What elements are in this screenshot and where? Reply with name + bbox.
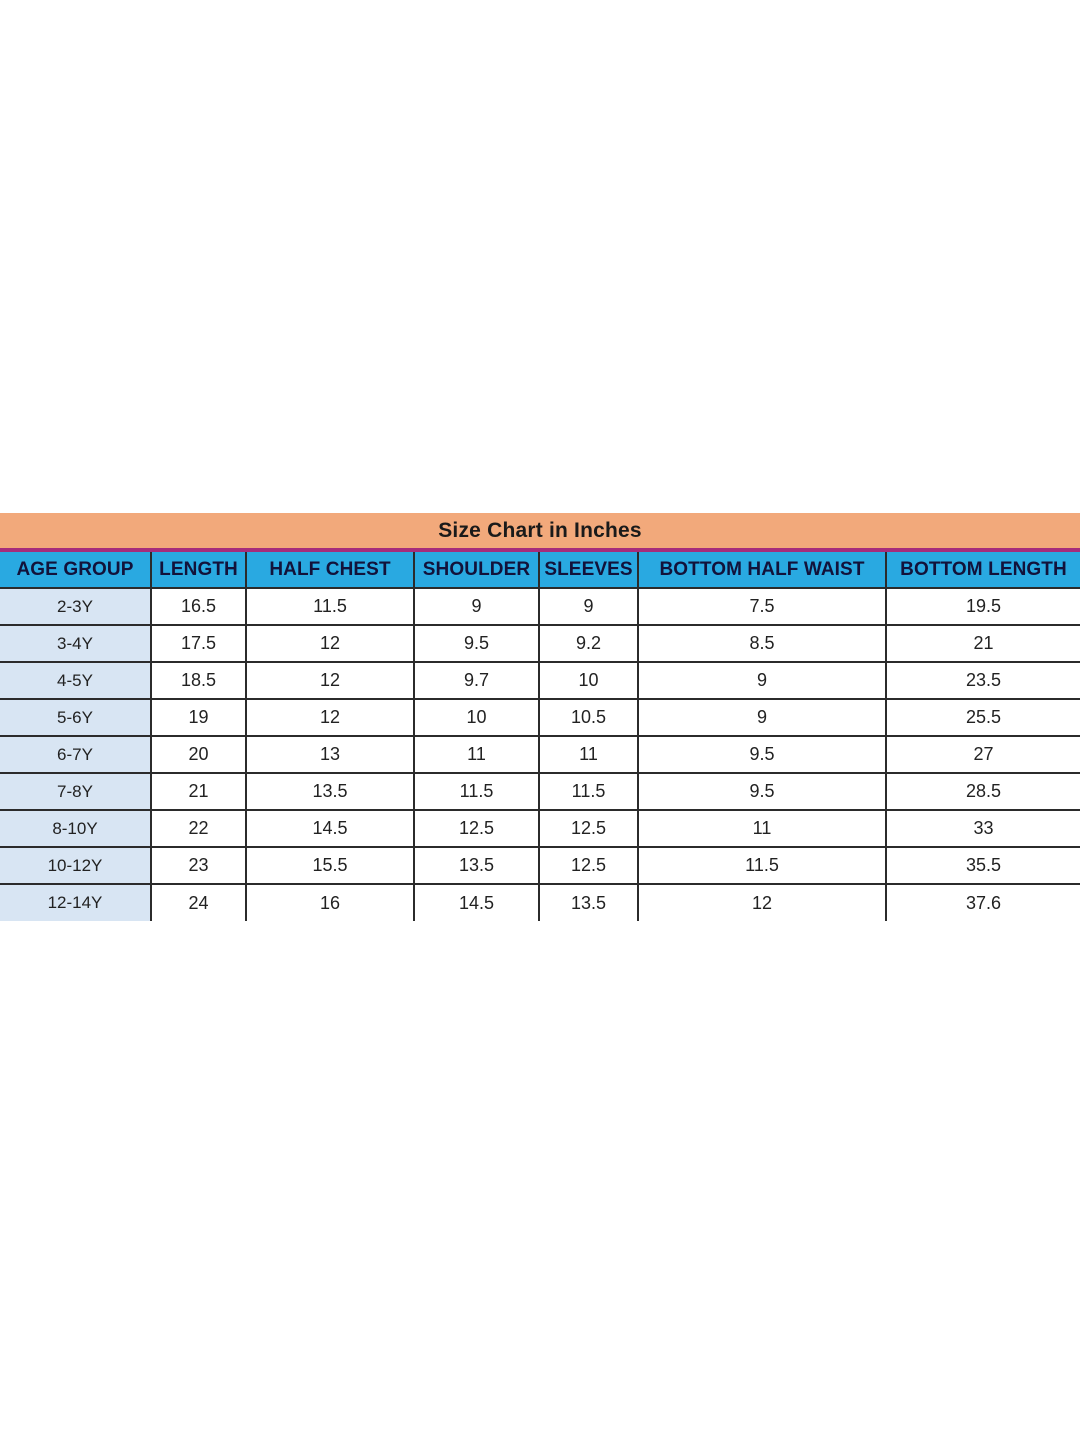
- cell-value: 9.5: [638, 773, 886, 810]
- cell-value: 12: [638, 884, 886, 921]
- cell-value: 11: [638, 810, 886, 847]
- row-label: 7-8Y: [0, 773, 151, 810]
- cell-value: 14.5: [414, 884, 539, 921]
- column-header: SLEEVES: [539, 552, 638, 588]
- cell-value: 10: [539, 662, 638, 699]
- row-label: 12-14Y: [0, 884, 151, 921]
- cell-value: 19.5: [886, 588, 1080, 625]
- cell-value: 9: [638, 662, 886, 699]
- cell-value: 18.5: [151, 662, 246, 699]
- cell-value: 21: [151, 773, 246, 810]
- cell-value: 13.5: [414, 847, 539, 884]
- cell-value: 11.5: [539, 773, 638, 810]
- cell-value: 16.5: [151, 588, 246, 625]
- cell-value: 12: [246, 625, 414, 662]
- cell-value: 24: [151, 884, 246, 921]
- table-row: [0, 773, 1080, 810]
- row-label: 5-6Y: [0, 699, 151, 736]
- cell-value: 19: [151, 699, 246, 736]
- cell-value: 12.5: [539, 810, 638, 847]
- cell-value: 11.5: [246, 588, 414, 625]
- cell-value: 35.5: [886, 847, 1080, 884]
- cell-value: 22: [151, 810, 246, 847]
- column-header: BOTTOM HALF WAIST: [638, 552, 886, 588]
- cell-value: 11: [414, 736, 539, 773]
- column-header: SHOULDER: [414, 552, 539, 588]
- row-label: 8-10Y: [0, 810, 151, 847]
- size-table: [0, 552, 1080, 921]
- table-row: [0, 588, 1080, 625]
- cell-value: 9.2: [539, 625, 638, 662]
- cell-value: 37.6: [886, 884, 1080, 921]
- cell-value: 9.5: [638, 736, 886, 773]
- column-header: HALF CHEST: [246, 552, 414, 588]
- cell-value: 21: [886, 625, 1080, 662]
- cell-value: 14.5: [246, 810, 414, 847]
- cell-value: 23.5: [886, 662, 1080, 699]
- cell-value: 13.5: [246, 773, 414, 810]
- cell-value: 12: [246, 699, 414, 736]
- cell-value: 9: [414, 588, 539, 625]
- cell-value: 9.5: [414, 625, 539, 662]
- row-label: 2-3Y: [0, 588, 151, 625]
- table-row: [0, 884, 1080, 921]
- cell-value: 25.5: [886, 699, 1080, 736]
- cell-value: 33: [886, 810, 1080, 847]
- cell-value: 9: [638, 699, 886, 736]
- cell-value: 11.5: [638, 847, 886, 884]
- cell-value: 10: [414, 699, 539, 736]
- size-chart: [0, 513, 1080, 921]
- cell-value: 9: [539, 588, 638, 625]
- table-row: [0, 736, 1080, 773]
- cell-value: 11: [539, 736, 638, 773]
- cell-value: 16: [246, 884, 414, 921]
- cell-value: 28.5: [886, 773, 1080, 810]
- table-row: [0, 699, 1080, 736]
- cell-value: 13.5: [539, 884, 638, 921]
- cell-value: 12.5: [539, 847, 638, 884]
- column-header: BOTTOM LENGTH: [886, 552, 1080, 588]
- row-label: 3-4Y: [0, 625, 151, 662]
- header-row: [0, 552, 1080, 588]
- cell-value: 12: [246, 662, 414, 699]
- cell-value: 17.5: [151, 625, 246, 662]
- table-row: [0, 662, 1080, 699]
- table-row: [0, 625, 1080, 662]
- column-header: AGE GROUP: [0, 552, 151, 588]
- row-label: 6-7Y: [0, 736, 151, 773]
- cell-value: 8.5: [638, 625, 886, 662]
- cell-value: 20: [151, 736, 246, 773]
- cell-value: 10.5: [539, 699, 638, 736]
- cell-value: 27: [886, 736, 1080, 773]
- chart-title: Size Chart in Inches: [0, 513, 1080, 548]
- column-header: LENGTH: [151, 552, 246, 588]
- table-row: [0, 810, 1080, 847]
- row-label: 4-5Y: [0, 662, 151, 699]
- cell-value: 12.5: [414, 810, 539, 847]
- cell-value: 23: [151, 847, 246, 884]
- cell-value: 11.5: [414, 773, 539, 810]
- cell-value: 7.5: [638, 588, 886, 625]
- row-label: 10-12Y: [0, 847, 151, 884]
- cell-value: 15.5: [246, 847, 414, 884]
- cell-value: 9.7: [414, 662, 539, 699]
- table-row: [0, 847, 1080, 884]
- cell-value: 13: [246, 736, 414, 773]
